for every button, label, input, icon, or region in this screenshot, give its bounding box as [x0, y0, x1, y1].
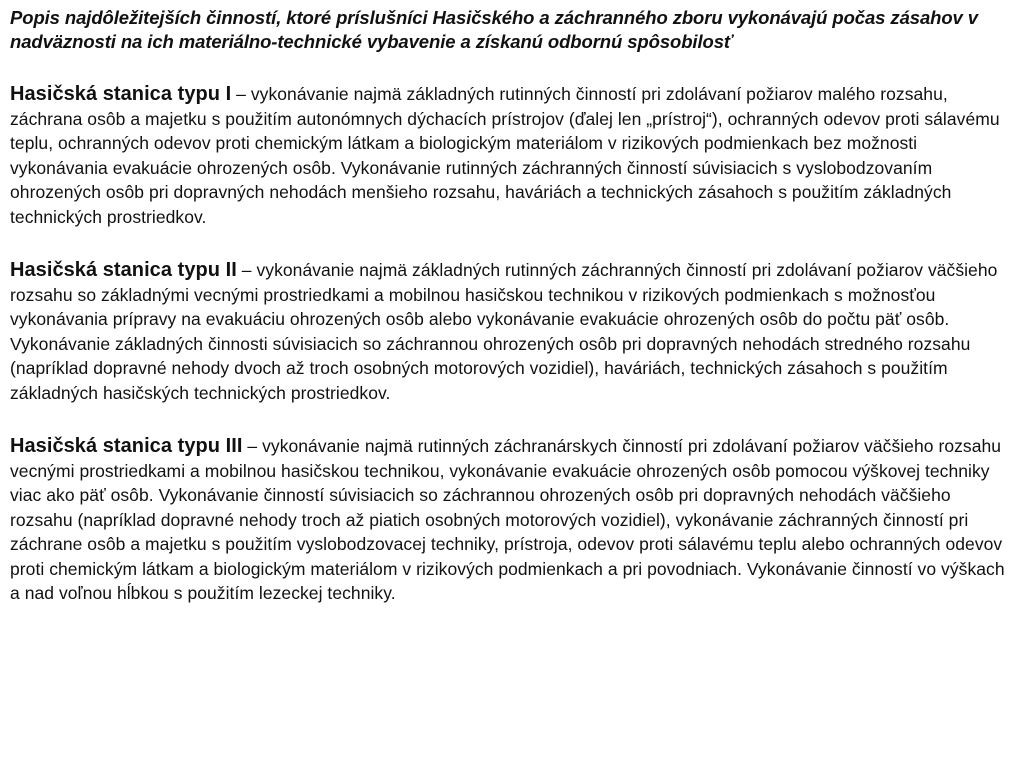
- section-station-type-3: [10, 434, 1010, 606]
- document-page: [10, 6, 1010, 635]
- section-text: – vykonávanie najmä základných rutinných činností pri zdolávaní požiarov malého rozsahu, záchrana osôb a majetku s použitím autonómnych dýchacích prístrojov (ďalej len „prístroj“), ochranných odevov proti sálavému teplu, ochranných odevov proti chemickým látkam a biologickým materiálom v rizikových podmienkach bez možnosti vykonávania evakuácie ohrozených osôb. Vykonávanie rutinných záchranných činností súvisiacich s vyslobodzovaním ohrozených osôb pri dopravných nehodách menšieho rozsahu, haváriách a technických zásahoch s použitím základných technických prostriedkov.: [10, 84, 1000, 227]
- section-text: – vykonávanie najmä rutinných záchranárskych činností pri zdolávaní požiarov väčšieho rozsahu vecnými prostriedkami a mobilnou hasičskou technikou, vykonávanie evakuácie ohrozených osôb pomocou výškovej techniky viac ako päť osôb. Vykonávanie činností súvisiacich so záchrannou ohrozených osôb pri dopravných nehodách väčšieho rozsahu (napríklad dopravné nehody troch až piatich osobných motorových vozidiel), vykonávanie záchranných činností pri záchrane osôb a majetku s použitím vyslobodzovacej techniky, prístroja, odevov proti sálavému teplu alebo ochranných odevov proti chemickým látkam a biologickým materiálom v rizikových podmienkach a pri povodniach. Vykonávanie činností vo výškach a nad voľnou hĺbkou s použitím lezeckej techniky.: [10, 436, 1005, 603]
- section-heading: Hasičská stanica typu II: [10, 259, 237, 281]
- section-station-type-2: [10, 258, 1010, 405]
- document-title: Popis najdôležitejších činností, ktoré príslušníci Hasičského a záchranného zboru vykonávajú počas zásahov v nadväznosti na ich materiálno-technické vybavenie a získanú odbornú spôsobilosť: [10, 7, 978, 52]
- section-heading: Hasičská stanica typu III: [10, 435, 243, 457]
- section-heading: Hasičská stanica typu I: [10, 83, 232, 105]
- section-text: – vykonávanie najmä základných rutinných záchranných činností pri zdolávaní požiarov väčšieho rozsahu so základnými vecnými prostriedkami a mobilnou hasičskou technikou v rizikových podmienkach s možnosťou vykonávania prípravy na evakuáciu ohrozených osôb alebo vykonávanie evakuácie ohrozených osôb do počtu päť osôb. Vykonávanie základných činnosti súvisiacich so záchrannou ohrozených osôb pri dopravných nehodách stredného rozsahu (napríklad dopravné nehody dvoch až troch osobných motorových vozidiel), haváriách, technických zásahoch s použitím základných hasičských technických prostriedkov.: [10, 260, 998, 403]
- section-station-type-1: [10, 82, 1010, 229]
